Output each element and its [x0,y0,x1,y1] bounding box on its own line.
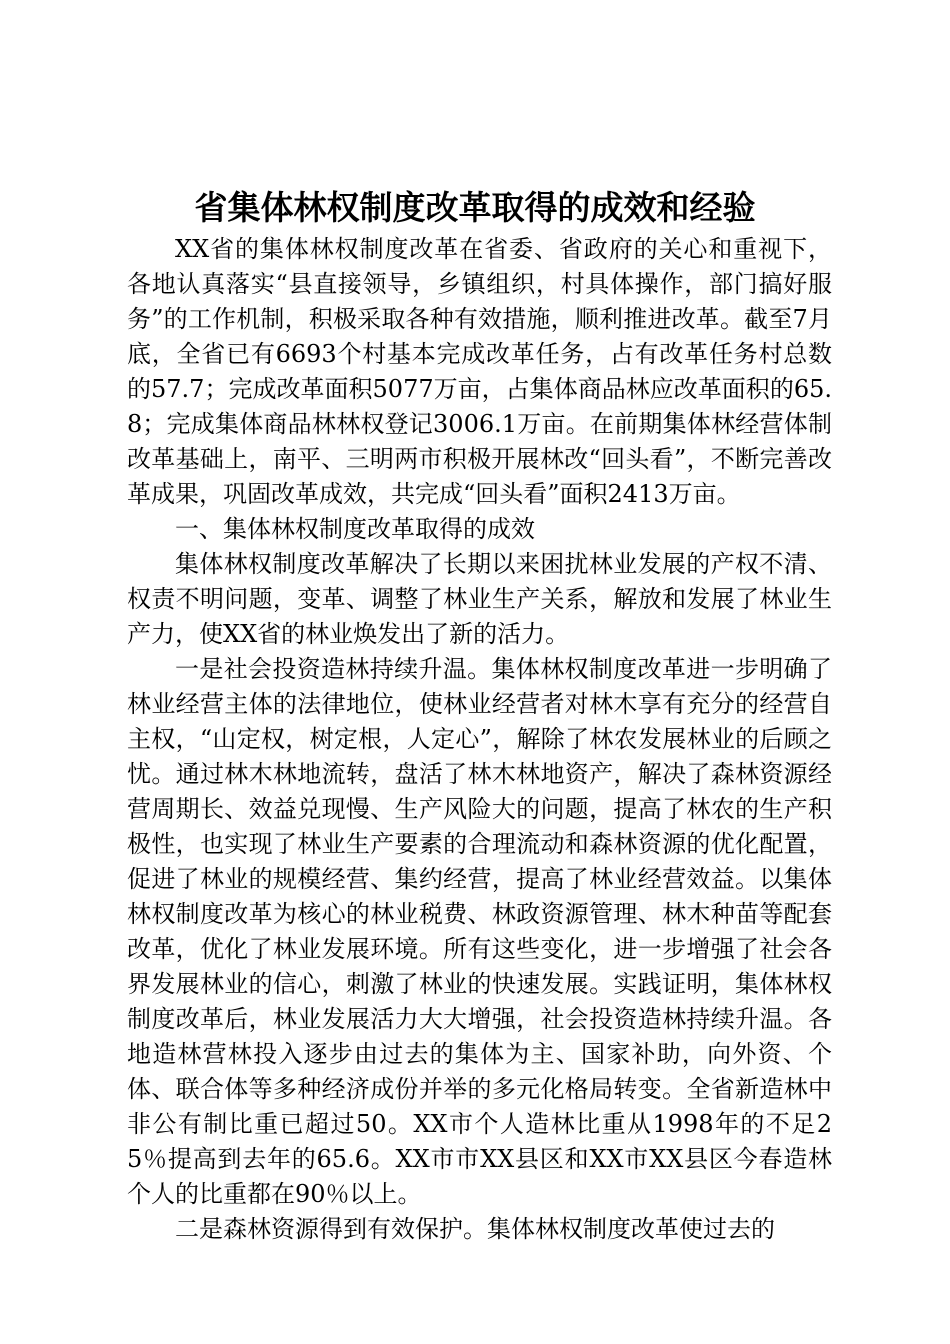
paragraph-results-summary: 集体林权制度改革解决了长期以来困扰林业发展的产权不清、权责不明问题，变革、调整了林业生产关系，解放和发展了林业生产力，使XX省的林业焕发出了新的活力。 [127,550,832,648]
section-heading-results: 一、集体林权制度改革取得的成效 [175,515,535,543]
paragraph-intro: XX省的集体林权制度改革在省委、省政府的关心和重视下，各地认真落实“县直接领导，乡镇组织，村具体操作，部门搞好服务”的工作机制，积极采取各种有效措施，顺利推进改革。截至7月底，全省已有6693个村基本完成改革任务，占有改革任务村总数的57.7；完成改革面积5077万亩，占集体商品林应改革面积的65.8；完成集体商品林林权登记3006.1万亩。在前期集体林经营体制改革基础上，南平、三明两市积极开展林改“回头看”，不断完善改革成果，巩固改革成效，共完成“回头看”面积2413万亩。 [127,235,832,508]
document-title: 省集体林权制度改革取得的成效和经验 [194,188,756,227]
document-body [127,232,832,1247]
paragraph-point-two: 二是森林资源得到有效保护。集体林权制度改革使过去的 [175,1215,775,1243]
paragraph-point-one: 一是社会投资造林持续升温。集体林权制度改革进一步明确了林业经营主体的法律地位，使林业经营者对林木享有充分的经营自主权，“山定权，树定根，人定心”，解除了林农发展林业的后顾之忧。通过林木林地流转，盘活了林木林地资产，解决了森林资源经营周期长、效益兑现慢、生产风险大的问题，提高了林农的生产积极性，也实现了林业生产要素的合理流动和森林资源的优化配置，促进了林业的规模经营、集约经营，提高了林业经营效益。以集体林权制度改革为核心的林业税费、林政资源管理、林木种苗等配套改革，优化了林业发展环境。所有这些变化，进一步增强了社会各界发展林业的信心，刺激了林业的快速发展。实践证明，集体林权制度改革后，林业发展活力大大增强，社会投资造林持续升温。各地造林营林投入逐步由过去的集体为主、国家补助，向外资、个体、联合体等多种经济成份并举的多元化格局转变。全省新造林中非公有制比重已超过50。XX市个人造林比重从1998年的不足25％提高到去年的65.6。XX市市XX县区和XX市XX县区今春造林个人的比重都在90％以上。 [127,655,832,1208]
